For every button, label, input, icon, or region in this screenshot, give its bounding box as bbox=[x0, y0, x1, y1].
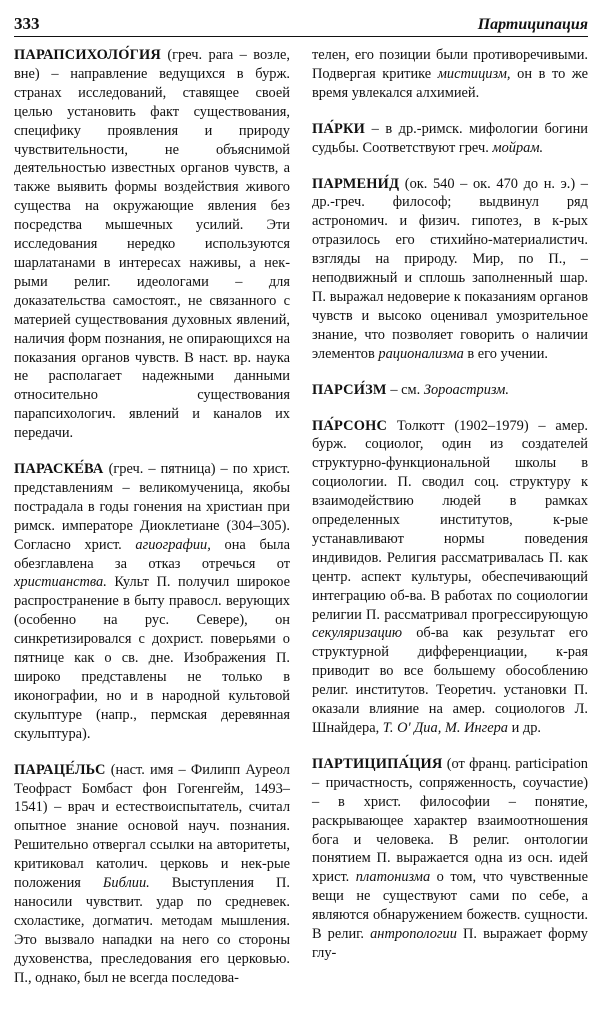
cross-reference: платонизма bbox=[355, 869, 431, 886]
entry-headword: ПАРАЦЕ́ЛЬС bbox=[14, 761, 106, 778]
entry-text: (ок. 540 – ок. 470 до н. э.) – др.-греч. философ; выдвинул ряд астрономич. и физич. гипотез, в к-рых отразилось его стихийно-материалистич. взгляды на природу. Мир, по П., – неподвижный и сплошь заполненный шар. П. выражал недоверие к показаниям органов чувств и высоко оценивал умозрительное знание, что позволяет говорить о наличии элементов bbox=[312, 175, 588, 362]
cross-reference: Библии. bbox=[102, 875, 150, 892]
entry-text: (греч. – пятница) – по христ. представлениям – великомученица, якобы пострадала в годы гонения на христиан при римск. императоре Диоклетиане (304–305). Согласно христ. bbox=[14, 461, 290, 553]
running-head bbox=[14, 10, 588, 37]
cross-reference: Т. О' Диа, М. Ингера bbox=[382, 720, 509, 736]
right-column bbox=[312, 46, 588, 1005]
entry-text: об-ва как результат его структурной дифференциации, к-рая приводит во все большему обособлению религ. институтов. Теоретич. установки П. оказали влияние на амер. социологов Л. Шнайдера, bbox=[312, 625, 588, 736]
entry-parki bbox=[312, 120, 588, 158]
entry-paraskeva bbox=[14, 460, 290, 744]
text-columns bbox=[14, 46, 588, 1005]
entry-parapsychology bbox=[14, 46, 290, 443]
entry-headword: ПАРАСКЕ́ВА bbox=[14, 461, 104, 478]
entry-text: в его учении. bbox=[463, 345, 549, 362]
entry-text: П. выражает форму глу- bbox=[312, 926, 588, 961]
entry-text: (наст. имя – Филипп Ауреол Теофраст Бомбаст фон Гогенгейм, 1493–1541) – врач и естествоиспытатель, считал опытное знание основой науч. познания. Решительно отвергал ссылки на авторитеты, критиковал католич. церковь и нек-рые положения bbox=[14, 761, 290, 892]
entry-text: Толкотт (1902–1979) – амер. бурж. социолог, один из создателей структурно-функциональной школы в социологии. П. сводил соц. структуру к взаимодействию людей в рамках определенных институтов, к-рые устанавливают нормы поведения индивидов. Религия рассматривалась П. как центр. аспект культуры, обеспечивающий интеграцию об-ва. В работах по социологии религии П. рассматривал прогрессирующую bbox=[312, 417, 588, 623]
entry-text: Культ П. получил широкое распространение в быту правосл. верующих (особенно на рус. Севере), он синкретизировался с дохрист. поверьями о пятнице как о св. дне. Изображения П. широко представлены не только в иконографии, но и в народной культовой скульптуре (напр., пермская деревянная скульптура). bbox=[14, 574, 290, 742]
entry-parsons bbox=[312, 417, 588, 738]
entry-headword: ПАРМЕНИ́Д bbox=[312, 175, 400, 192]
entry-text: она была обезглавлена за отказ отречься от bbox=[14, 536, 290, 572]
entry-text: Выступления П. наносили чувствит. удар по средневек. схоластике, догматич. методам мышления. Это вызвало нападки на него со стороны духовенства, преследования его церковью. П., однако, был не всегда последова- bbox=[14, 875, 290, 986]
cross-reference: мойрам. bbox=[492, 139, 544, 156]
entry-text: телен, его позиции были противоречивыми. Подвергая критике bbox=[312, 47, 588, 82]
page-number: 333 bbox=[14, 14, 40, 33]
entry-text: о том, что чувственные вещи не существуют сами по себе, а являются обнаружением божеств. сущности. В религ. bbox=[312, 869, 588, 943]
entry-participation bbox=[312, 755, 588, 963]
cross-reference: Зороастризм. bbox=[423, 381, 509, 398]
entry-text: – в др.-римск. мифологии богини судьбы. Соответствуют греч. bbox=[312, 120, 588, 156]
entry-paracelsus-continued bbox=[312, 46, 588, 103]
cross-reference: рационализма bbox=[378, 345, 464, 362]
cross-reference: антропологии bbox=[370, 926, 457, 943]
cross-reference: секуляризацию bbox=[312, 625, 403, 642]
running-head-word: Партиципация bbox=[477, 16, 588, 33]
entry-headword: ПА́РКИ bbox=[312, 120, 366, 137]
entry-parmenides bbox=[312, 175, 588, 364]
entry-headword: ПАРТИЦИПА́ЦИЯ bbox=[312, 755, 443, 772]
entry-text: (от франц. participation – причастность, сопряженность, соучастие) – в христ. философии – понятие, раскрывающее характер взаимоотношения бога и человека. В религ. онтологии понятием П. выражается одна из осн. идей христ. bbox=[312, 755, 588, 886]
cross-reference: агиографии, bbox=[135, 536, 211, 553]
entry-paracelsus bbox=[14, 761, 290, 988]
entry-text: и др. bbox=[508, 720, 542, 736]
cross-reference: мистицизм, bbox=[437, 65, 511, 82]
left-column bbox=[14, 46, 290, 1005]
entry-text: (греч. para – возле, вне) – направление ведущихся в бурж. странах исследований, ставящее своей целью установить факт существования, специфику проявления и природу чувствительности, не объяснимой деятельностью известных органов чувств, а также выявить формы воздействия живого существа на окружающие явления без посредства мышечных усилий. Эти исследования нередко используются шарлатанами в интересах наживы, а нек-рыми религ. идеологами – для доказательства самостоят., не связанного с материей существования духовных явлений, наличия форм познания, не опирающихся на показания органов чувств. В наст. вр. наука не располагает надежными данными относительно существования парапсихологич. явлений и каналов их передачи. bbox=[14, 47, 290, 442]
entry-text: он в то же время увлекался алхимией. bbox=[312, 65, 588, 101]
entry-parsism bbox=[312, 381, 588, 400]
entry-text: – см. bbox=[386, 381, 424, 398]
entry-headword: ПАРСИ́ЗМ bbox=[312, 381, 387, 398]
entry-headword: ПАРАПСИХОЛО́ГИЯ bbox=[14, 47, 161, 63]
cross-reference: христианства. bbox=[14, 574, 107, 591]
entry-headword: ПА́РСОНС bbox=[312, 417, 388, 434]
